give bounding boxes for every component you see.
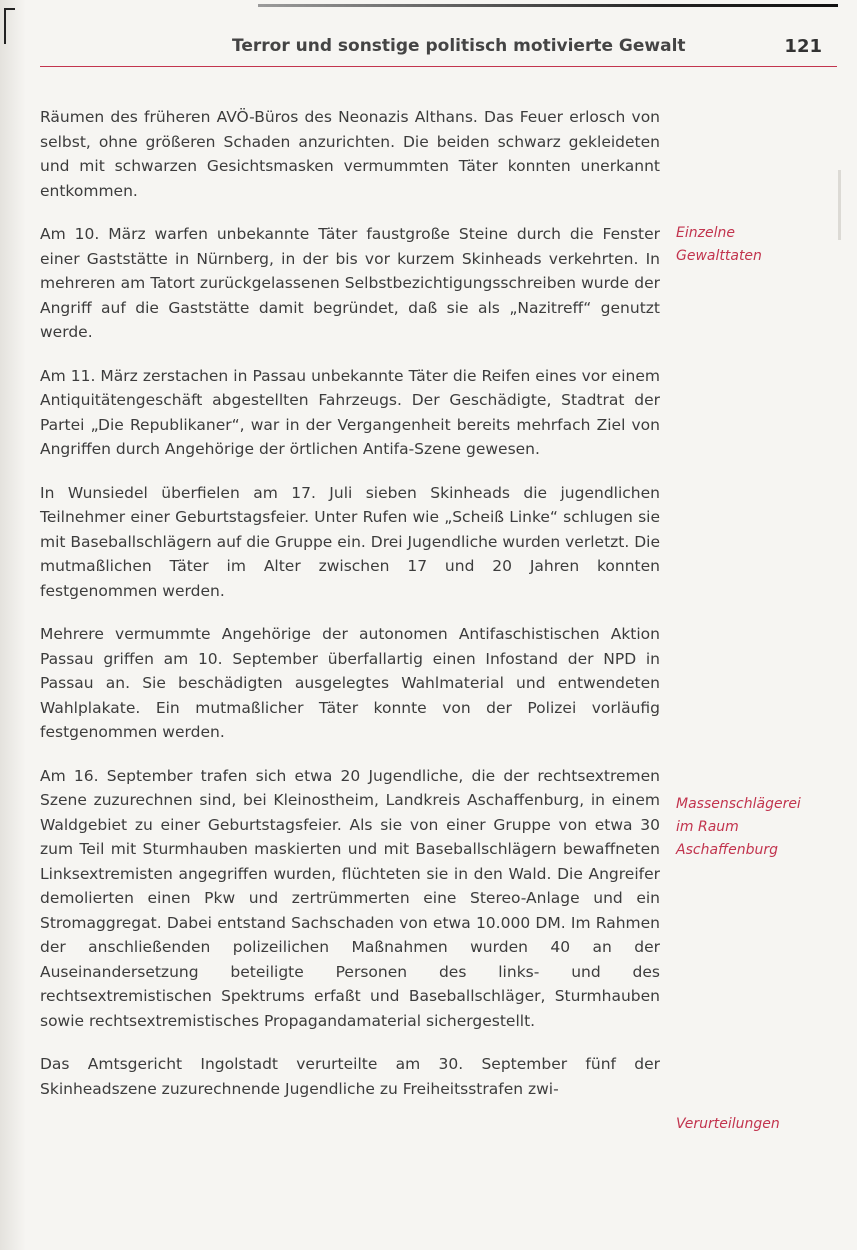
margin-note-line: Gewalttaten bbox=[676, 248, 762, 264]
page-edge-shadow bbox=[0, 0, 26, 1250]
paragraph-passau-infostand: Mehrere vermummte Angehörige der autonomen Antifaschistischen Aktion Passau griffen am 10. September überfallartig einen Infostand der NPD in Passau an. Sie beschädigten ausgelegtes Wahlmaterial und entwendeten Wahlplakate. Ein mutmaßlicher Täter konnte von der Polizei vorläufig festgenommen werden. bbox=[40, 625, 660, 741]
margin-note-einzelne-gewalttaten bbox=[676, 222, 836, 268]
margin-note-line: im Raum bbox=[676, 819, 739, 835]
margin-note-line: Einzelne bbox=[676, 225, 735, 241]
paragraph-passau-tires: Am 11. März zerstachen in Passau unbekannte Täter die Reifen eines vor einem Antiquitätengeschäft abgestellten Fahrzeugs. Der Geschädigte, Stadtrat der Partei „Die Republikaner“, war in der Vergangenheit bereits mehrfach Ziel von Angriffen durch Angehörige der örtlichen Antifa-Szene gewesen. bbox=[40, 366, 660, 458]
header-divider bbox=[40, 66, 837, 67]
margin-note-line: Massenschlägerei bbox=[676, 796, 801, 812]
margin-note-verurteilungen bbox=[676, 1113, 836, 1136]
margin-note-massenschlaegerei bbox=[676, 793, 836, 862]
body-text bbox=[40, 105, 660, 1120]
paragraph-nuernberg: Am 10. März warfen unbekannte Täter faustgroße Steine durch die Fenster einer Gaststätte in Nürnberg, in der bis vor kurzem Skinheads verkehrten. In mehreren am Tatort zurückgelassenen Selbstbezichtigungsschreiben wurde der Angriff auf die Gaststätte damit begründet, daß sie als „Nazitreff“ genutzt werde. bbox=[40, 225, 660, 341]
paragraph-ingolstadt: Das Amtsgericht Ingolstadt verurteilte am 30. September fünf der Skinheadszene zuzurechnende Jugendliche zu Freiheitsstrafen zwi- bbox=[40, 1055, 660, 1098]
margin-note-line: Aschaffenburg bbox=[676, 842, 779, 858]
top-scan-rule bbox=[258, 4, 838, 7]
right-edge-shadow bbox=[838, 170, 841, 240]
crop-mark bbox=[4, 8, 15, 44]
paragraph-kleinostheim: Am 16. September trafen sich etwa 20 Jugendliche, die der rechtsextremen Szene zuzurechnen sind, bei Kleinostheim, Landkreis Aschaffenburg, in einem Waldgebiet zu einer Geburtstagsfeier. Als sie von einer Gruppe von etwa 30 zum Teil mit Sturmhauben maskierten und mit Baseballschlägern bewaffneten Linksextremisten angegriffen wurden, flüchteten sie in den Wald. Die Angreifer demolierten einen Pkw und zertrümmerten eine Stereo-Anlage und ein Stromaggregat. Dabei entstand Sachschaden von etwa 10.000 DM. Im Rahmen der anschließenden polizeilichen Maßnahmen wurden 40 an der Auseinandersetzung beteiligte Personen des links- und des rechtsextremistischen Spektrums erfaßt und Baseballschläger, Sturmhauben sowie rechtsextremistisches Propagandamaterial sichergestellt. bbox=[40, 766, 660, 1030]
running-header-title: Terror und sonstige politisch motivierte Gewalt bbox=[232, 36, 686, 56]
paragraph-avoe-fire: Räumen des früheren AVÖ-Büros des Neonazis Althans. Das Feuer erlosch von selbst, ohne größeren Schaden anzurichten. Die beiden schwarz gekleideten und mit schwarzen Gesichtsmasken vermummten Täter konnten unerkannt entkommen. bbox=[40, 108, 660, 200]
page-number: 121 bbox=[784, 36, 822, 57]
margin-note-line: Verurteilungen bbox=[676, 1116, 780, 1132]
paragraph-wunsiedel: In Wunsiedel überfielen am 17. Juli sieben Skinheads die jugendlichen Teilnehmer einer Geburtstagsfeier. Unter Rufen wie „Scheiß Linke“ schlugen sie mit Baseballschlägern auf die Gruppe ein. Drei Jugendliche wurden verletzt. Die mutmaßlichen Täter im Alter zwischen 17 und 20 Jahren konnten festgenommen werden. bbox=[40, 483, 660, 600]
